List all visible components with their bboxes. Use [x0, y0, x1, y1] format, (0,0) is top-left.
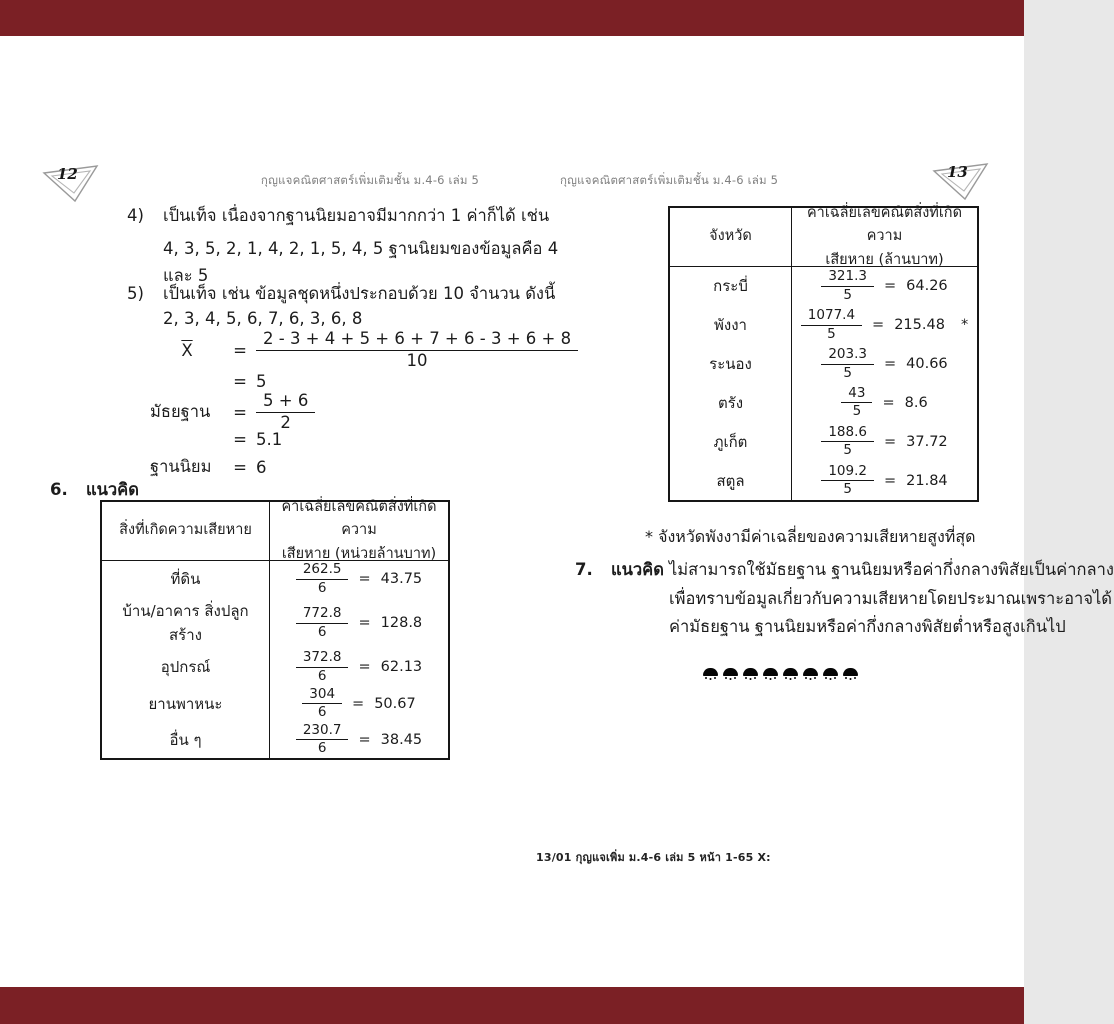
highest-value-asterisk: *	[960, 317, 969, 334]
damage-table-header	[102, 499, 448, 562]
running-head-right: กุญแจคณิตศาสตร์เพิ่มเติมชั้น ม.4-6 เล่ม 5	[560, 173, 779, 187]
mean-formula-row	[150, 330, 578, 371]
mean-fraction	[256, 330, 578, 371]
row-value: 62.13	[380, 659, 423, 676]
header-province: จังหวัด	[670, 208, 792, 266]
row-value: 215.48	[894, 317, 945, 334]
table-row	[670, 461, 977, 500]
row-label: ภูเก็ต	[670, 422, 792, 461]
running-head-left: กุญแจคณิตศาสตร์เพิ่มเติมชั้น ม.4-6 เล่ม 5	[260, 173, 480, 187]
item-4-text-1: เป็นเท็จ เนื่องจากฐานนิยมอาจมีมากกว่า 1 ค่าก็ได้ เช่น	[163, 206, 550, 225]
row-fraction: $\frac{230.7}{6}$	[296, 723, 349, 757]
equals-sign: =	[883, 472, 897, 489]
median-result-row	[150, 430, 282, 449]
item-7-line-3: ค่ามัธยฐาน ฐานนิยมหรือค่ากึ่งกลางพิสัยต่ำหรือสูงเกินไป	[669, 617, 1066, 636]
top-accent-bar	[0, 0, 1024, 36]
equals-sign: =	[883, 433, 897, 450]
equals-sign: =	[358, 659, 371, 676]
equals-sign: =	[233, 402, 247, 422]
province-table	[668, 206, 979, 502]
mean-result: 5	[256, 372, 267, 391]
table-row	[102, 561, 448, 597]
row-label: อื่น ๆ	[102, 722, 270, 758]
item-4-line-1	[127, 203, 549, 229]
item-7-text-1: ไม่สามารถใช้มัธยฐาน ฐานนิยมหรือค่ากึ่งกลางพิสัยเป็นค่ากลาง	[669, 560, 1114, 579]
table-row	[102, 686, 448, 722]
item-4-line-2: 4, 3, 5, 2, 1, 4, 2, 1, 5, 4, 5 ฐานนิยมของข้อมูลคือ 4	[163, 239, 559, 258]
umbrella-icon	[803, 668, 818, 676]
row-value: 43.75	[380, 571, 423, 588]
footnote: * จังหวัดพังงามีค่าเฉลี่ยของความเสียหายสูงที่สุด	[645, 527, 976, 546]
header-damage-item: สิ่งที่เกิดความเสียหาย	[102, 502, 270, 560]
mode-result: 6	[256, 457, 267, 477]
item-7-line-1	[575, 557, 1114, 583]
row-label: บ้าน/อาคาร สิ่งปลูกสร้าง	[102, 597, 270, 649]
page-corner-logo-right	[932, 162, 990, 202]
row-fraction: $\frac{772.8}{6}$	[296, 606, 349, 640]
row-label: สตูล	[670, 461, 792, 500]
print-slug-footer: 13/01 กุญแจเพิ่ม ม.4-6 เล่ม 5 หน้า 1-65 X:	[536, 851, 771, 864]
page-corner-logo-left	[42, 164, 100, 204]
item-7-label: แนวคิด	[611, 560, 664, 579]
row-value: 21.84	[906, 472, 948, 489]
equals-sign: =	[233, 372, 247, 391]
mean-result-row	[150, 372, 267, 391]
row-value: 128.8	[380, 615, 423, 632]
section-6-number: 6.	[50, 480, 68, 499]
item-4-number: 4)	[127, 206, 144, 225]
row-value: 37.72	[906, 433, 948, 450]
umbrella-icon	[703, 668, 718, 676]
row-fraction: $\frac{203.3}{5}$	[821, 347, 874, 381]
fraction-denominator: 10	[406, 350, 428, 370]
table-row	[670, 267, 977, 306]
row-value: 38.45	[380, 731, 423, 748]
umbrella-icon	[763, 668, 778, 676]
damage-table	[100, 500, 450, 760]
median-formula-row	[150, 392, 315, 433]
fraction-numerator: 5 + 6	[256, 392, 315, 413]
equals-sign: =	[358, 615, 371, 632]
row-value: 50.67	[374, 695, 416, 712]
median-label: มัธยฐาน	[150, 402, 211, 422]
median-fraction	[256, 392, 315, 433]
item-5-data-list: 2, 3, 4, 5, 6, 7, 6, 3, 6, 8	[163, 309, 363, 328]
median-result: 5.1	[256, 430, 283, 449]
province-table-header	[670, 205, 977, 268]
table-row	[670, 345, 977, 384]
equals-sign: =	[883, 278, 897, 295]
equals-sign: =	[233, 430, 247, 449]
x-bar-symbol: $\overline{X}$	[181, 340, 193, 360]
row-fraction: $\frac{372.8}{6}$	[296, 650, 349, 684]
row-label: ยานพาหนะ	[102, 686, 270, 722]
equals-sign: =	[233, 457, 247, 477]
item-5-line-1	[127, 281, 555, 307]
row-label: ตรัง	[670, 383, 792, 422]
equals-sign: =	[352, 695, 365, 712]
table-row	[670, 422, 977, 461]
umbrella-icon	[823, 668, 838, 676]
section-6-label: แนวคิด	[86, 480, 139, 499]
header-damage-mean: ค่าเฉลี่ยเลขคณิตสิ่งที่เกิดความ เสียหาย (หน่วยล้านบาท)	[281, 499, 437, 562]
item-7-number: 7.	[575, 560, 593, 579]
umbrella-icon	[843, 668, 858, 676]
umbrella-icon	[723, 668, 738, 676]
equals-sign: =	[358, 731, 371, 748]
item-7-line-2: เพื่อทราบข้อมูลเกี่ยวกับความเสียหายโดยประมาณเพราะอาจได้	[669, 589, 1112, 608]
equals-sign: =	[883, 356, 897, 373]
table-row	[102, 597, 448, 649]
umbrella-icon	[743, 668, 758, 676]
umbrella-icon	[783, 668, 798, 676]
row-fraction: $\frac{304}{6}$	[302, 687, 342, 721]
row-value: 40.66	[906, 356, 948, 373]
item-5-number: 5)	[127, 284, 144, 303]
row-fraction: $\frac{188.6}{5}$	[821, 425, 874, 459]
bottom-accent-bar	[0, 987, 1024, 1024]
item-5-text-1: เป็นเท็จ เช่น ข้อมูลชุดหนึ่งประกอบด้วย 10 จำนวน ดังนี้	[163, 284, 556, 303]
mode-label: ฐานนิยม	[150, 457, 212, 476]
page-number: 12	[57, 165, 78, 183]
row-label: กระบี่	[670, 267, 792, 306]
row-fraction: $\frac{1077.4}{5}$	[801, 308, 862, 342]
table-row	[102, 649, 448, 685]
row-fraction: $\frac{262.5}{6}$	[296, 562, 349, 596]
table-row	[102, 722, 448, 758]
row-fraction: $\frac{321.3}{5}$	[821, 269, 874, 303]
fraction-denominator: 2	[280, 412, 291, 432]
equals-sign: =	[882, 394, 895, 411]
mode-result-row	[150, 454, 267, 480]
chapter-end-divider	[703, 668, 863, 676]
row-label: ระนอง	[670, 345, 792, 384]
row-fraction: $\frac{109.2}{5}$	[821, 464, 874, 498]
fraction-numerator: 2 - 3 + 4 + 5 + 6 + 7 + 6 - 3 + 6 + 8	[256, 330, 578, 351]
row-label: ที่ดิน	[102, 561, 270, 597]
row-label: พังงา	[670, 306, 792, 345]
table-row	[670, 383, 977, 422]
item-4-line-3: และ 5	[163, 266, 209, 285]
equals-sign: =	[872, 317, 885, 334]
row-label: อุปกรณ์	[102, 649, 270, 685]
page-number: 13	[947, 163, 968, 181]
equals-sign: =	[233, 340, 247, 360]
row-fraction: $\frac{43}{5}$	[841, 386, 872, 420]
row-value: 8.6	[904, 394, 928, 411]
row-value: 64.26	[906, 278, 948, 295]
equals-sign: =	[358, 571, 371, 588]
header-province-mean: ค่าเฉลี่ยเลขคณิตสิ่งที่เกิดความ เสียหาย (ล้านบาท)	[806, 205, 963, 268]
table-row	[670, 306, 977, 345]
